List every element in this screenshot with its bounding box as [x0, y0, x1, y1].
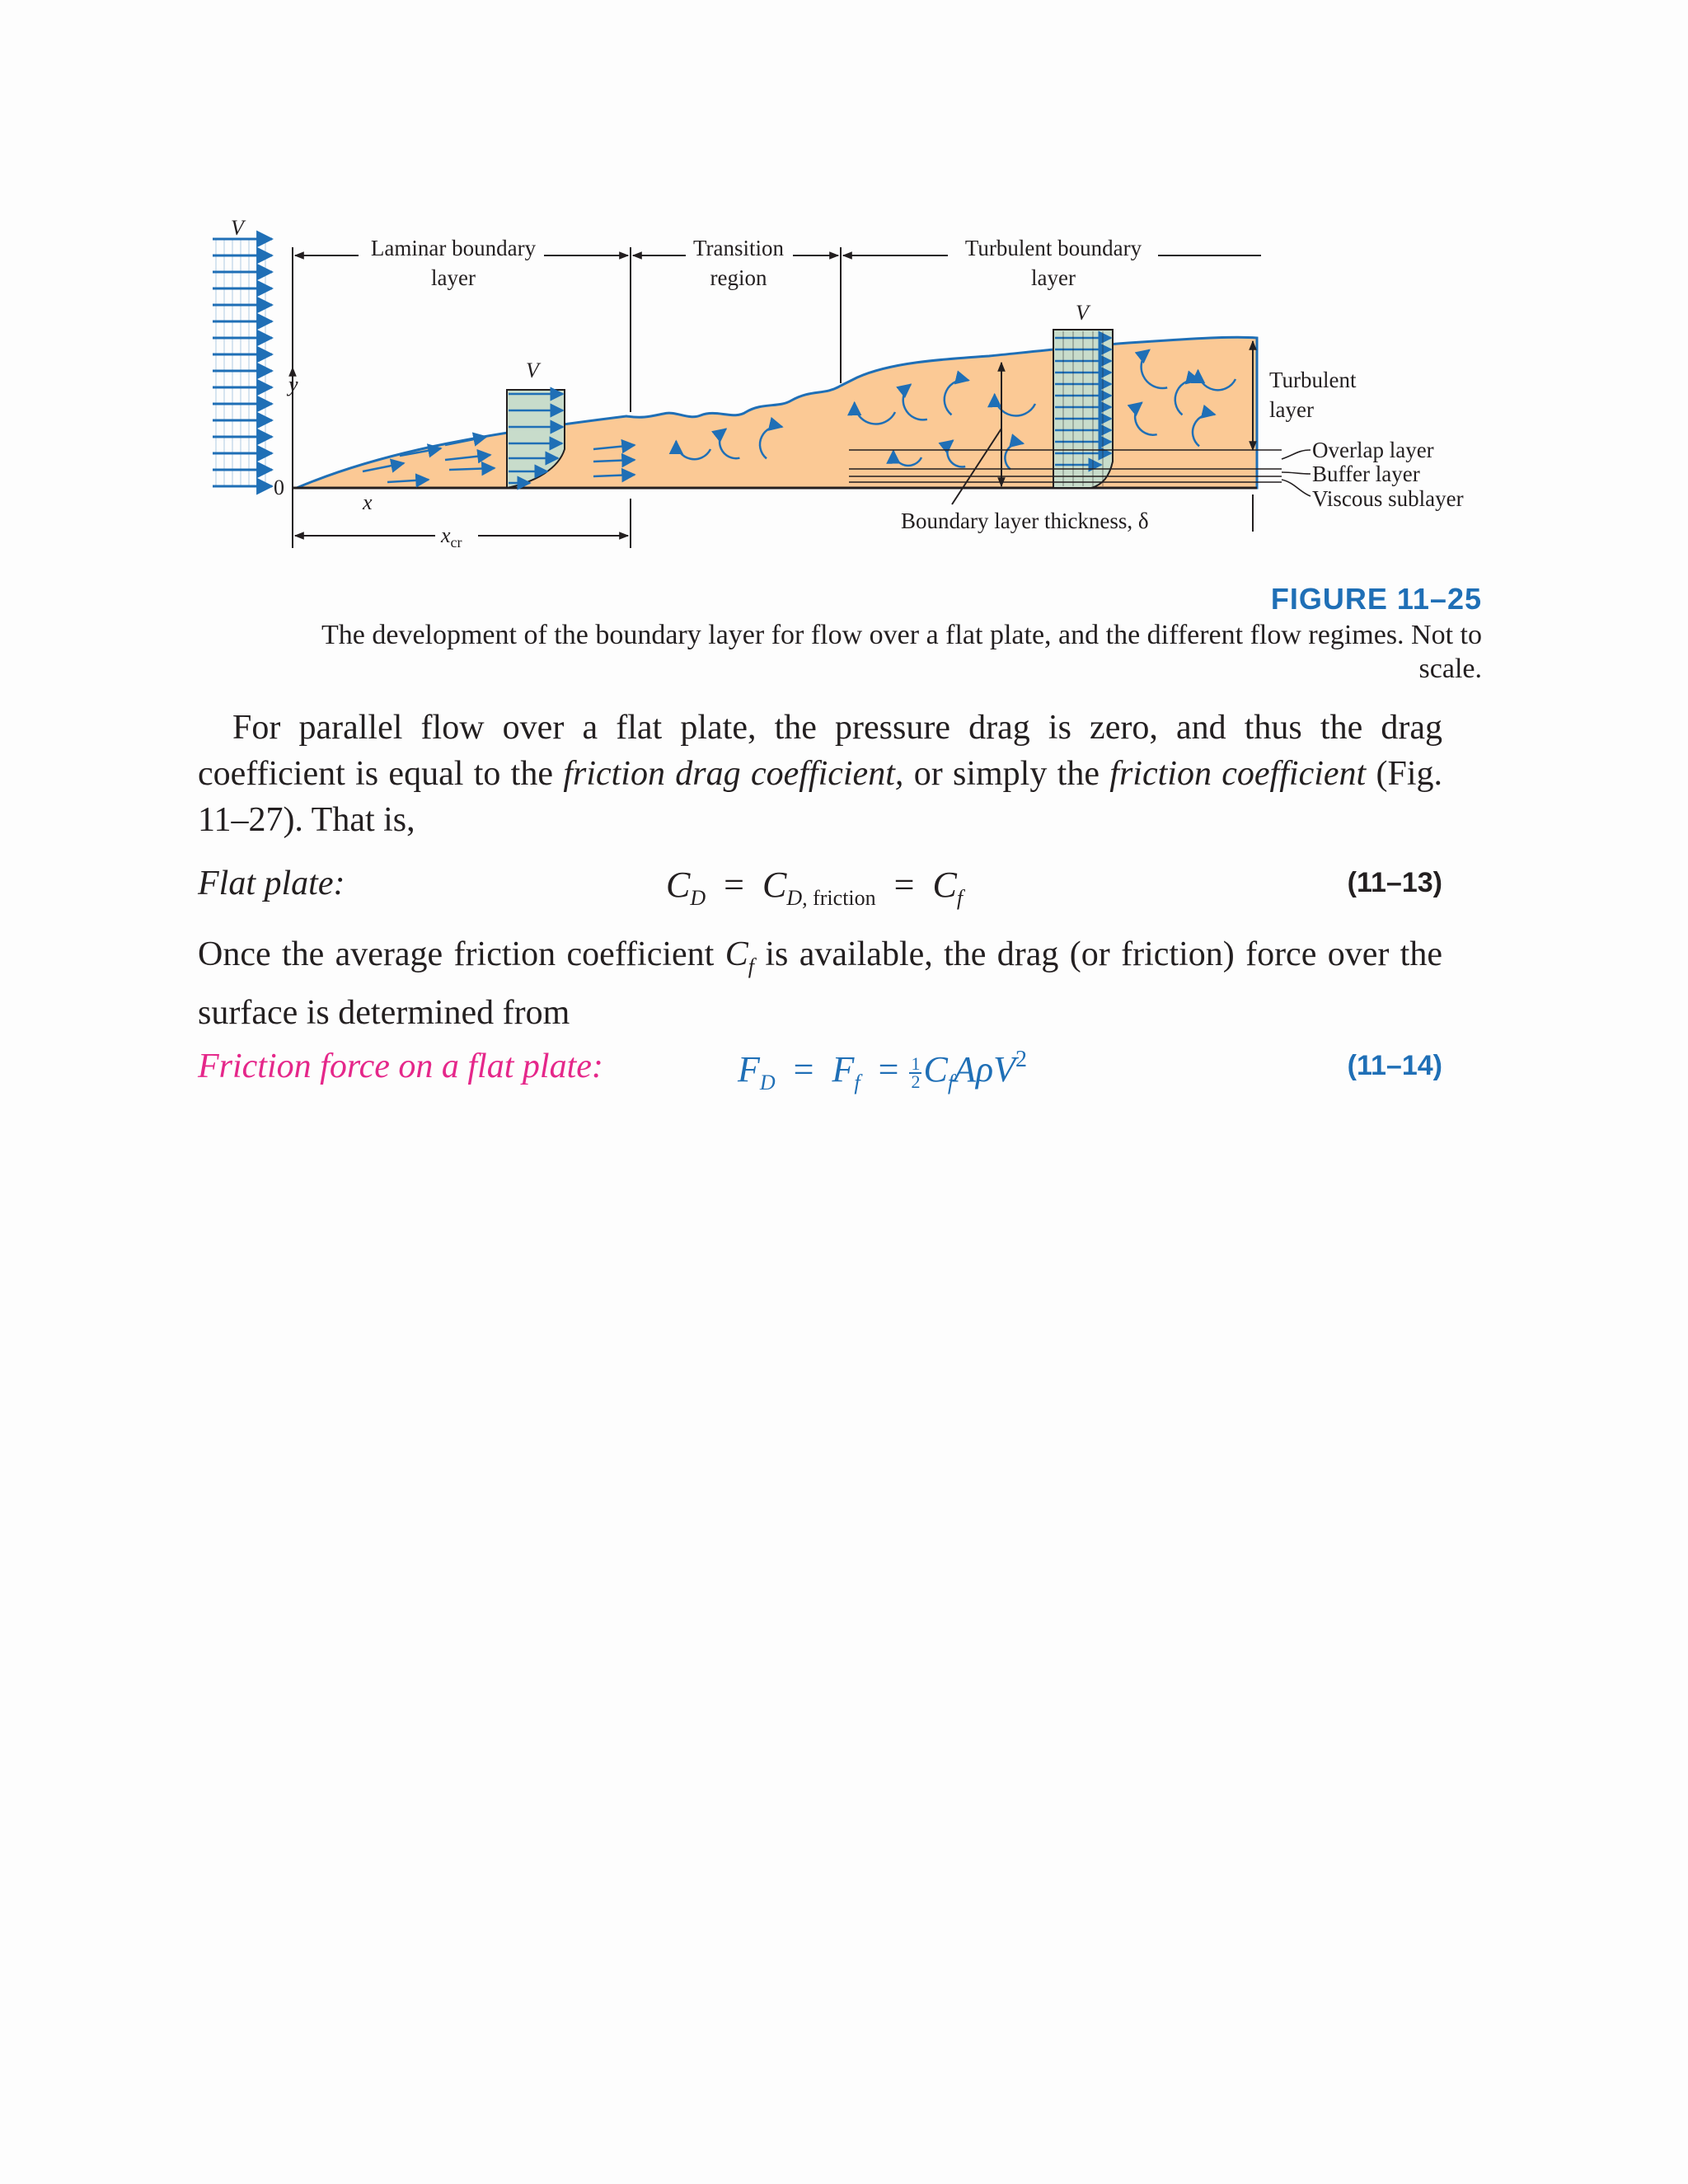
sublayer-leader-lines — [1282, 450, 1311, 496]
turbulent-profile-v-label: V — [1076, 301, 1089, 325]
boundary-layer-thickness-label: Boundary layer thickness, δ — [901, 509, 1149, 533]
laminar-profile-v-label: V — [526, 359, 539, 382]
equation-body: $F_D = F_f$ = $\frac{1}{2}$ $C_fA\rho V^2$ — [738, 1047, 1027, 1094]
critical-length-label: $x_{cr}$ — [441, 523, 462, 551]
boundary-layer-figure — [0, 0, 1688, 577]
equation-11-14 — [198, 1047, 1442, 1096]
origin-label: 0 — [274, 476, 284, 499]
body-paragraph-2: Once the average friction coefficient $C_f$ is available, the drag (or friction) force over the surface is determined from — [198, 935, 1442, 1032]
turbulent-velocity-profile — [1053, 330, 1113, 488]
turbulent-layer-label-2: layer — [1269, 397, 1314, 422]
laminar-region-label-2: layer — [431, 265, 476, 290]
transition-region-label-1: Transition — [692, 236, 785, 260]
figure-caption-text: The development of the boundary layer for flow over a flat plate, and the different flow regimes. Not to scale. — [321, 620, 1482, 684]
equation-number: (11–14) — [1347, 1050, 1442, 1081]
turbulent-region-label-1: Turbulent boundary — [964, 236, 1142, 260]
transition-region-label-2: region — [710, 265, 767, 290]
viscous-sublayer-label: Viscous sublayer — [1312, 486, 1464, 511]
turbulent-layer-label-1: Turbulent — [1269, 368, 1357, 392]
equation-number: (11–13) — [1347, 867, 1442, 898]
critical-length-dimension — [295, 499, 631, 548]
overlap-layer-label: Overlap layer — [1312, 438, 1434, 462]
equation-label: Friction force on a flat plate: — [198, 1047, 603, 1085]
equation-body: $C_D = C_{D, friction} = C_f$ — [666, 865, 964, 910]
freestream-velocity-label: V — [231, 216, 244, 240]
turbulent-region-label-2: layer — [1031, 265, 1076, 290]
free-stream-arrows — [213, 239, 272, 486]
equation-label: Flat plate: — [198, 865, 345, 902]
y-axis-label: y — [288, 373, 298, 396]
figure-caption-label: FIGURE 11–25 — [1270, 582, 1482, 616]
laminar-region-label-1: Laminar boundary — [370, 236, 537, 260]
equation-11-13 — [198, 864, 1442, 913]
x-axis-label: x — [363, 490, 373, 514]
buffer-layer-label: Buffer layer — [1312, 462, 1420, 486]
body-paragraph-1: For parallel flow over a flat plate, the pressure drag is zero, and thus the drag coefficient is equal to the friction drag coefficient, or simply the friction coefficient (Fig. 11–27). That is, — [198, 709, 1443, 839]
